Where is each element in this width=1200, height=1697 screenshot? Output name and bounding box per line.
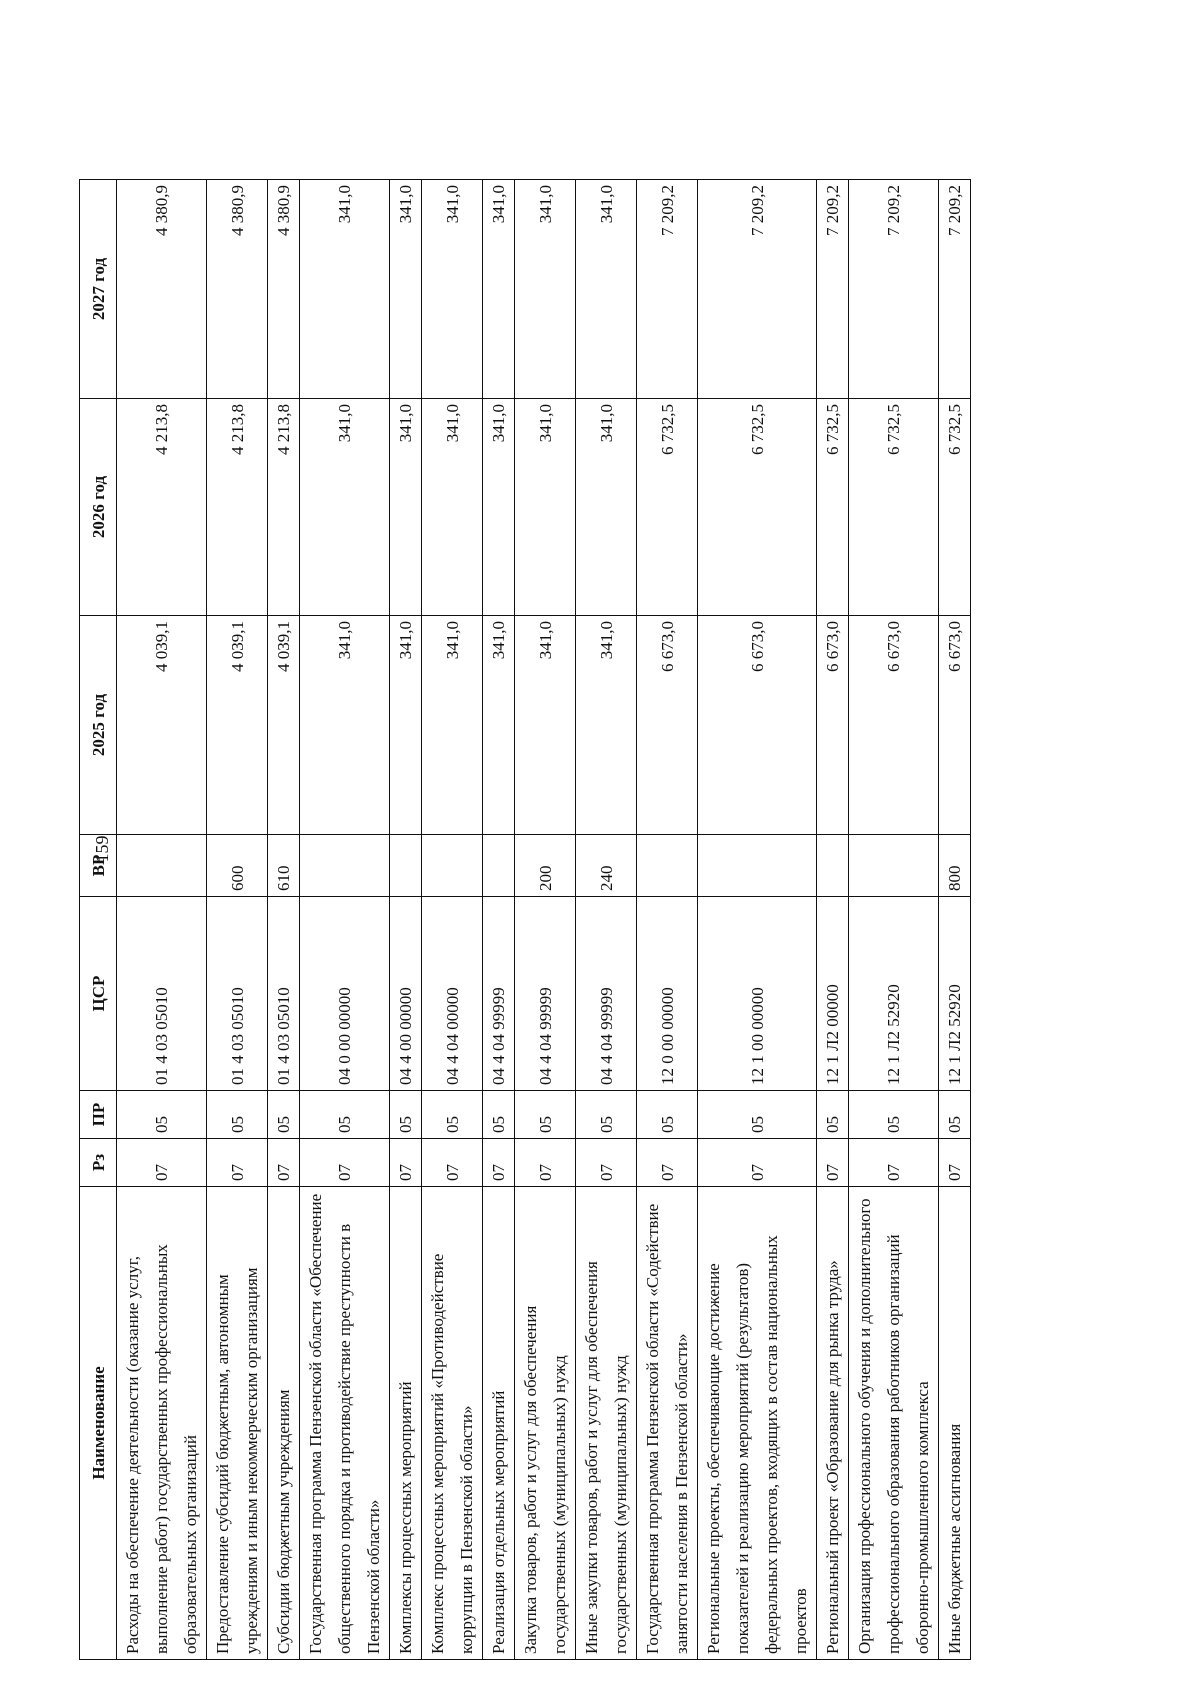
table-row	[849, 180, 939, 1660]
cell-pr: 05	[515, 1091, 576, 1139]
cell-csr: 04 0 00 00000	[300, 897, 390, 1091]
cell-name: Субсидии бюджетным учреждениям	[268, 1187, 300, 1660]
cell-rz: 07	[849, 1139, 939, 1187]
cell-pr: 05	[117, 1091, 207, 1139]
cell-name: Расходы на обеспечение деятельности (оказание услуг, выполнение работ) государственных профессиональных образовательных организаций	[117, 1187, 207, 1660]
table-row	[939, 180, 971, 1660]
cell-name: Иные закупки товаров, работ и услуг для обеспечения государственных (муниципальных) нужд	[576, 1187, 637, 1660]
cell-csr: 04 4 04 99999	[483, 897, 515, 1091]
table-row	[515, 180, 576, 1660]
cell-rz: 07	[817, 1139, 849, 1187]
cell-csr: 12 1 Л2 00000	[817, 897, 849, 1091]
cell-rz: 07	[939, 1139, 971, 1187]
cell-2025: 6 673,0	[849, 616, 939, 835]
cell-2025: 341,0	[390, 616, 422, 835]
cell-vr	[422, 835, 483, 897]
cell-name: Реализация отдельных мероприятий	[483, 1187, 515, 1660]
cell-csr: 04 4 04 00000	[422, 897, 483, 1091]
cell-rz: 07	[483, 1139, 515, 1187]
cell-2027: 341,0	[483, 180, 515, 399]
cell-2026: 4 213,8	[268, 399, 300, 616]
table-row	[576, 180, 637, 1660]
cell-2027: 4 380,9	[207, 180, 268, 399]
cell-rz: 07	[390, 1139, 422, 1187]
table-row	[268, 180, 300, 1660]
cell-2025: 6 673,0	[637, 616, 698, 835]
cell-2026: 6 732,5	[849, 399, 939, 616]
cell-2026: 341,0	[300, 399, 390, 616]
table-row	[422, 180, 483, 1660]
cell-name: Региональный проект «Образование для рынка труда»	[817, 1187, 849, 1660]
table-row	[207, 180, 268, 1660]
cell-vr	[300, 835, 390, 897]
cell-pr: 05	[849, 1091, 939, 1139]
header-2027: 2027 год	[80, 180, 117, 399]
header-pr: ПР	[80, 1091, 117, 1139]
cell-2026: 6 732,5	[939, 399, 971, 616]
cell-name: Организация профессионального обучения и дополнительного профессионального образования работников организаций оборонно-промышленного комплекса	[849, 1187, 939, 1660]
cell-name: Региональные проекты, обеспечивающие достижение показателей и реализацию мероприятий (результатов) федеральных проектов, входящих в состав национальных проектов	[698, 1187, 817, 1660]
budget-table-rotated	[79, 180, 964, 1660]
table-row	[637, 180, 698, 1660]
cell-name: Государственная программа Пензенской области «Содействие занятости населения в Пензенской области»	[637, 1187, 698, 1660]
cell-vr: 240	[576, 835, 637, 897]
cell-2027: 341,0	[300, 180, 390, 399]
cell-2027: 4 380,9	[268, 180, 300, 399]
cell-vr: 600	[207, 835, 268, 897]
cell-csr: 12 1 00 00000	[698, 897, 817, 1091]
cell-pr: 05	[817, 1091, 849, 1139]
cell-2025: 341,0	[422, 616, 483, 835]
cell-2026: 341,0	[483, 399, 515, 616]
header-vr: ВР	[80, 835, 117, 897]
cell-2026: 6 732,5	[698, 399, 817, 616]
cell-rz: 07	[300, 1139, 390, 1187]
cell-2027: 7 209,2	[849, 180, 939, 399]
cell-csr: 04 4 04 99999	[576, 897, 637, 1091]
cell-csr: 12 0 00 00000	[637, 897, 698, 1091]
cell-2025: 6 673,0	[698, 616, 817, 835]
table-row	[117, 180, 207, 1660]
cell-csr: 01 4 03 05010	[268, 897, 300, 1091]
table-body	[117, 180, 971, 1660]
table-row	[817, 180, 849, 1660]
cell-2025: 4 039,1	[207, 616, 268, 835]
budget-table	[79, 179, 971, 1660]
cell-vr	[849, 835, 939, 897]
cell-name: Комплекс процессных мероприятий «Противодействие коррупции в Пензенской области»	[422, 1187, 483, 1660]
cell-2027: 341,0	[422, 180, 483, 399]
cell-vr	[698, 835, 817, 897]
cell-name: Комплексы процессных мероприятий	[390, 1187, 422, 1660]
page-number: 159	[92, 835, 112, 863]
header-csr: ЦСР	[80, 897, 117, 1091]
cell-csr: 04 4 00 00000	[390, 897, 422, 1091]
cell-rz: 07	[207, 1139, 268, 1187]
cell-2026: 6 732,5	[817, 399, 849, 616]
cell-pr: 05	[268, 1091, 300, 1139]
cell-2026: 6 732,5	[637, 399, 698, 616]
cell-2027: 7 209,2	[817, 180, 849, 399]
cell-pr: 05	[939, 1091, 971, 1139]
cell-rz: 07	[515, 1139, 576, 1187]
table-row	[483, 180, 515, 1660]
cell-2026: 4 213,8	[207, 399, 268, 616]
cell-2026: 341,0	[576, 399, 637, 616]
cell-pr: 05	[207, 1091, 268, 1139]
header-2025: 2025 год	[80, 616, 117, 835]
cell-pr: 05	[300, 1091, 390, 1139]
cell-2026: 341,0	[515, 399, 576, 616]
cell-pr: 05	[637, 1091, 698, 1139]
cell-name: Иные бюджетные ассигнования	[939, 1187, 971, 1660]
cell-2025: 341,0	[576, 616, 637, 835]
cell-csr: 01 4 03 05010	[207, 897, 268, 1091]
cell-2025: 341,0	[483, 616, 515, 835]
cell-2026: 341,0	[422, 399, 483, 616]
cell-vr	[817, 835, 849, 897]
cell-2025: 4 039,1	[117, 616, 207, 835]
cell-2026: 4 213,8	[117, 399, 207, 616]
cell-2027: 7 209,2	[939, 180, 971, 399]
cell-rz: 07	[637, 1139, 698, 1187]
cell-2025: 341,0	[300, 616, 390, 835]
table-header-row	[80, 180, 117, 1660]
cell-name: Предоставление субсидий бюджетным, автономным учреждениям и иным некоммерческим организациям	[207, 1187, 268, 1660]
table-row	[300, 180, 390, 1660]
cell-name: Закупка товаров, работ и услуг для обеспечения государственных (муниципальных) нужд	[515, 1187, 576, 1660]
cell-rz: 07	[117, 1139, 207, 1187]
cell-rz: 07	[576, 1139, 637, 1187]
cell-vr	[117, 835, 207, 897]
cell-2027: 341,0	[576, 180, 637, 399]
cell-pr: 05	[483, 1091, 515, 1139]
cell-name: Государственная программа Пензенской области «Обеспечение общественного порядка и противодействие преступности в Пензенской области»	[300, 1187, 390, 1660]
cell-csr: 01 4 03 05010	[117, 897, 207, 1091]
cell-2025: 6 673,0	[939, 616, 971, 835]
cell-vr	[390, 835, 422, 897]
cell-vr	[483, 835, 515, 897]
cell-vr	[637, 835, 698, 897]
cell-vr: 800	[939, 835, 971, 897]
cell-2025: 6 673,0	[817, 616, 849, 835]
cell-pr: 05	[576, 1091, 637, 1139]
header-name: Наименование	[80, 1187, 117, 1660]
cell-2027: 4 380,9	[117, 180, 207, 399]
cell-vr: 200	[515, 835, 576, 897]
header-rz: Рз	[80, 1139, 117, 1187]
cell-rz: 07	[268, 1139, 300, 1187]
cell-2026: 341,0	[390, 399, 422, 616]
cell-csr: 12 1 Л2 52920	[939, 897, 971, 1091]
table-row	[698, 180, 817, 1660]
cell-2027: 7 209,2	[637, 180, 698, 399]
cell-csr: 12 1 Л2 52920	[849, 897, 939, 1091]
cell-pr: 05	[390, 1091, 422, 1139]
cell-2027: 7 209,2	[698, 180, 817, 399]
cell-rz: 07	[422, 1139, 483, 1187]
cell-2025: 341,0	[515, 616, 576, 835]
cell-2025: 4 039,1	[268, 616, 300, 835]
cell-2027: 341,0	[515, 180, 576, 399]
cell-pr: 05	[422, 1091, 483, 1139]
cell-vr: 610	[268, 835, 300, 897]
header-2026: 2026 год	[80, 399, 117, 616]
cell-csr: 04 4 04 99999	[515, 897, 576, 1091]
cell-2027: 341,0	[390, 180, 422, 399]
cell-pr: 05	[698, 1091, 817, 1139]
table-row	[390, 180, 422, 1660]
cell-rz: 07	[698, 1139, 817, 1187]
